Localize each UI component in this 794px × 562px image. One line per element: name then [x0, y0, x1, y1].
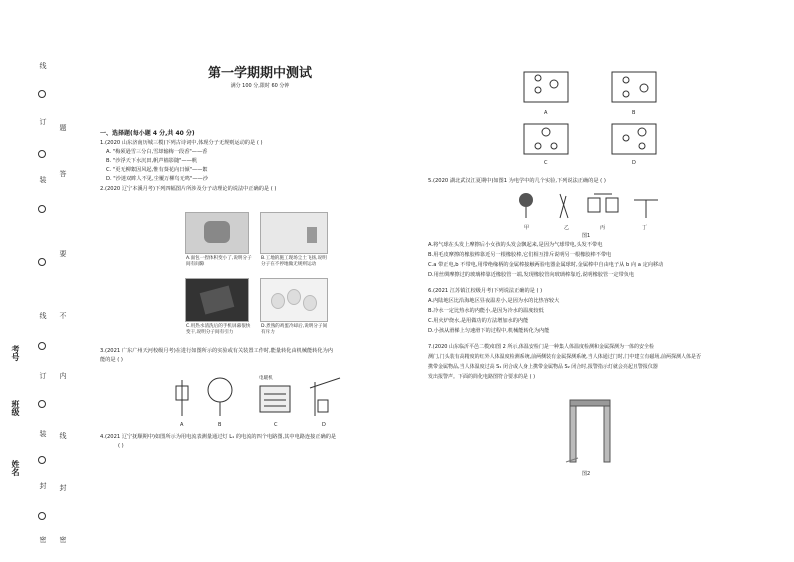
q6-option-d: D.小孩从滑梯上匀速滑下的过程中,机械能转化为内能: [428, 328, 550, 334]
q1-option-c: C. "更无柳絮因风起,惟有葵花向日倾"——絮: [106, 167, 208, 173]
margin-label: 线: [39, 312, 47, 320]
photo-construction-site: [260, 212, 328, 254]
margin-label: 题: [59, 124, 67, 132]
q6-option-a: A.内陆地区比沿海地区昼夜温差小,是因为水的比热容较大: [428, 298, 560, 304]
q5-label-yi: 乙: [564, 225, 570, 231]
question-6-stem: 6.(2021 江苏镇江校级月考)下列说法正确的是 ( ): [428, 288, 543, 294]
question-4-stem: 4.(2021 辽宁抚顺期中)如图所示为用电流表测量通过灯 L₁ 的电流的四个电路图,其中电路连接正确的是: [100, 434, 337, 440]
question-5-stem: 5.(2020 湖北武汉江夏期中)如图1 为电学中的几个实验,下列说法正确的是 ( ): [428, 178, 606, 184]
margin-label: 订: [39, 372, 47, 380]
heater-label: 电暖机: [259, 376, 273, 381]
q5-figures: [510, 190, 670, 222]
circuit-label-a: A: [544, 110, 548, 116]
margin-label: 线: [59, 432, 67, 440]
field-class: 班级: [11, 400, 20, 416]
field-name: 姓名: [11, 460, 20, 476]
margin-label: 密: [39, 536, 47, 544]
binding-hole-icon: [38, 400, 46, 408]
margin-label: 订: [39, 118, 47, 126]
security-gate-figure: [564, 398, 614, 464]
circuit-label-b: B: [632, 110, 636, 116]
binding-hole-icon: [38, 205, 46, 213]
q6-option-c: C.用火炉烧水,是用做功的方法增加水的内能: [428, 318, 529, 324]
page-title: 第一学期期中测试: [207, 66, 312, 81]
figure-1-caption: 图1: [582, 233, 591, 239]
q2-caption-a: A.面包一捏体积变小了,说明分子间有间隙: [186, 256, 252, 267]
margin-label: 内: [59, 372, 67, 380]
margin-label: 装: [39, 430, 47, 438]
binding-hole-icon: [38, 258, 46, 266]
q1-option-b: B. "沙浮天下水沉田,帆声樯影随"——帆: [106, 158, 198, 164]
margin-label: 答: [59, 170, 67, 178]
field-exam-number: 考号: [11, 345, 20, 361]
margin-label: 封: [39, 482, 47, 490]
q5-label-ding: 丁: [642, 225, 648, 231]
margin-label: 线: [39, 62, 47, 70]
q3-label-a: A: [180, 422, 184, 428]
figure-2-caption: 图2: [582, 471, 591, 477]
binding-hole-icon: [38, 90, 46, 98]
margin-label: 密: [59, 536, 67, 544]
question-1-stem: 1.(2020 山东济南历城三模)下列古诗词中,体现分子无规则运动的是 ( ): [100, 140, 263, 146]
q2-caption-c: C.用热水清洗后的手机屏幕很快变干,说明分子间有引力: [186, 324, 251, 335]
q5-label-bing: 丙: [600, 225, 606, 231]
q2-caption-b: B.工地的施工现场尘土飞扬,说明分子在不停地做无规则运动: [261, 256, 327, 267]
question-3-stem: 3.(2021 广东广州天河校级月考)在进行如图所示的实验或有关装置工作时,能量转化由机械能转化为内: [100, 348, 333, 354]
q3-label-c: C: [274, 422, 278, 428]
margin-label: 封: [59, 484, 67, 492]
q5-label-jia: 甲: [524, 225, 530, 231]
photo-bread: [185, 212, 249, 254]
binding-hole-icon: [38, 512, 46, 520]
question-7-line-4: 发出报警声。下面的简化电路图符合要求的是 ( ): [428, 374, 536, 380]
question-7-line-3: 携带金属物品,当人体温度过高 S₁ 闭合或人身上携带金属物品 S₂ 闭合时,报警指示灯就会亮起且警报仪器: [428, 364, 658, 370]
page-subtitle: 满分 100 分,限时 60 分钟: [230, 83, 290, 89]
q5-option-d: D.用丝绸摩擦过的玻璃棒靠近橡胶管一端,发现橡胶管向玻璃棒靠近,说明橡胶管一定带负电: [428, 272, 635, 278]
margin-label: 装: [39, 176, 47, 184]
q6-option-b: B.冷水一定比热水的内能小,是因为冷水的温度较低: [428, 308, 544, 314]
q4-circuit-diagrams: [520, 66, 670, 162]
margin-label: 不: [59, 312, 67, 320]
q5-option-a: A.将气球在头发上摩擦后小女孩的头发会飘起来,是因为气球带电,头发不带电: [428, 242, 603, 248]
circuit-label-c: C: [544, 160, 548, 166]
question-4-stem-cont: ( ): [118, 443, 124, 449]
q2-caption-d: D.煮熟的鸡蛋冷却后,说明分子间有斥力: [261, 324, 328, 335]
question-7-line-1: 7.(2020 山东临沂平邑二模)如图 2 所示,体温安检门是一种集人体温度检测和金属探测为一体的安全检: [428, 344, 654, 350]
question-2-stem: 2.(2020 辽宁本溪月考)下列四幅图片所涉及分子动理论的说法中正确的是 ( ): [100, 186, 277, 192]
binding-hole-icon: [38, 150, 46, 158]
q3-label-b: B: [218, 422, 222, 428]
q5-option-c: C.a 带正电,b 不带电,用带绝缘柄的金属棒接触两验电器金属球时,金属棒中自由电子从 b 向 a 定向移动: [428, 262, 664, 268]
binding-hole-icon: [38, 342, 46, 350]
q3-label-d: D: [322, 422, 326, 428]
question-3-stem-cont: 能的是 ( ): [100, 357, 123, 363]
q5-option-b: B.用毛皮摩擦的橡胶棒靠近另一根橡胶棒,它们相互排斥说明另一根橡胶棒不带电: [428, 252, 612, 258]
question-7-line-2: 测门,门头装有高精度的红外人体温度检测系统,前两侧装有金属探测系统,当人体通过门时,门中建立有磁场,前两探测人体是否: [428, 354, 701, 360]
margin-label: 要: [59, 250, 67, 258]
q1-option-d: D. "沙迷双眸人不见,尘覆万柳鸟无鸣"——沙: [106, 176, 208, 182]
circuit-label-d: D: [632, 160, 636, 166]
binding-hole-icon: [38, 456, 46, 464]
binding-margin: [0, 0, 67, 562]
section-heading: 一、选择题(每小题 4 分,共 40 分): [100, 130, 195, 137]
q1-option-a: A. "梅须逊雪三分白,雪却输梅一段香"——香: [106, 149, 208, 155]
photo-phone-screen: [185, 278, 249, 322]
photo-eggs: [260, 278, 328, 322]
